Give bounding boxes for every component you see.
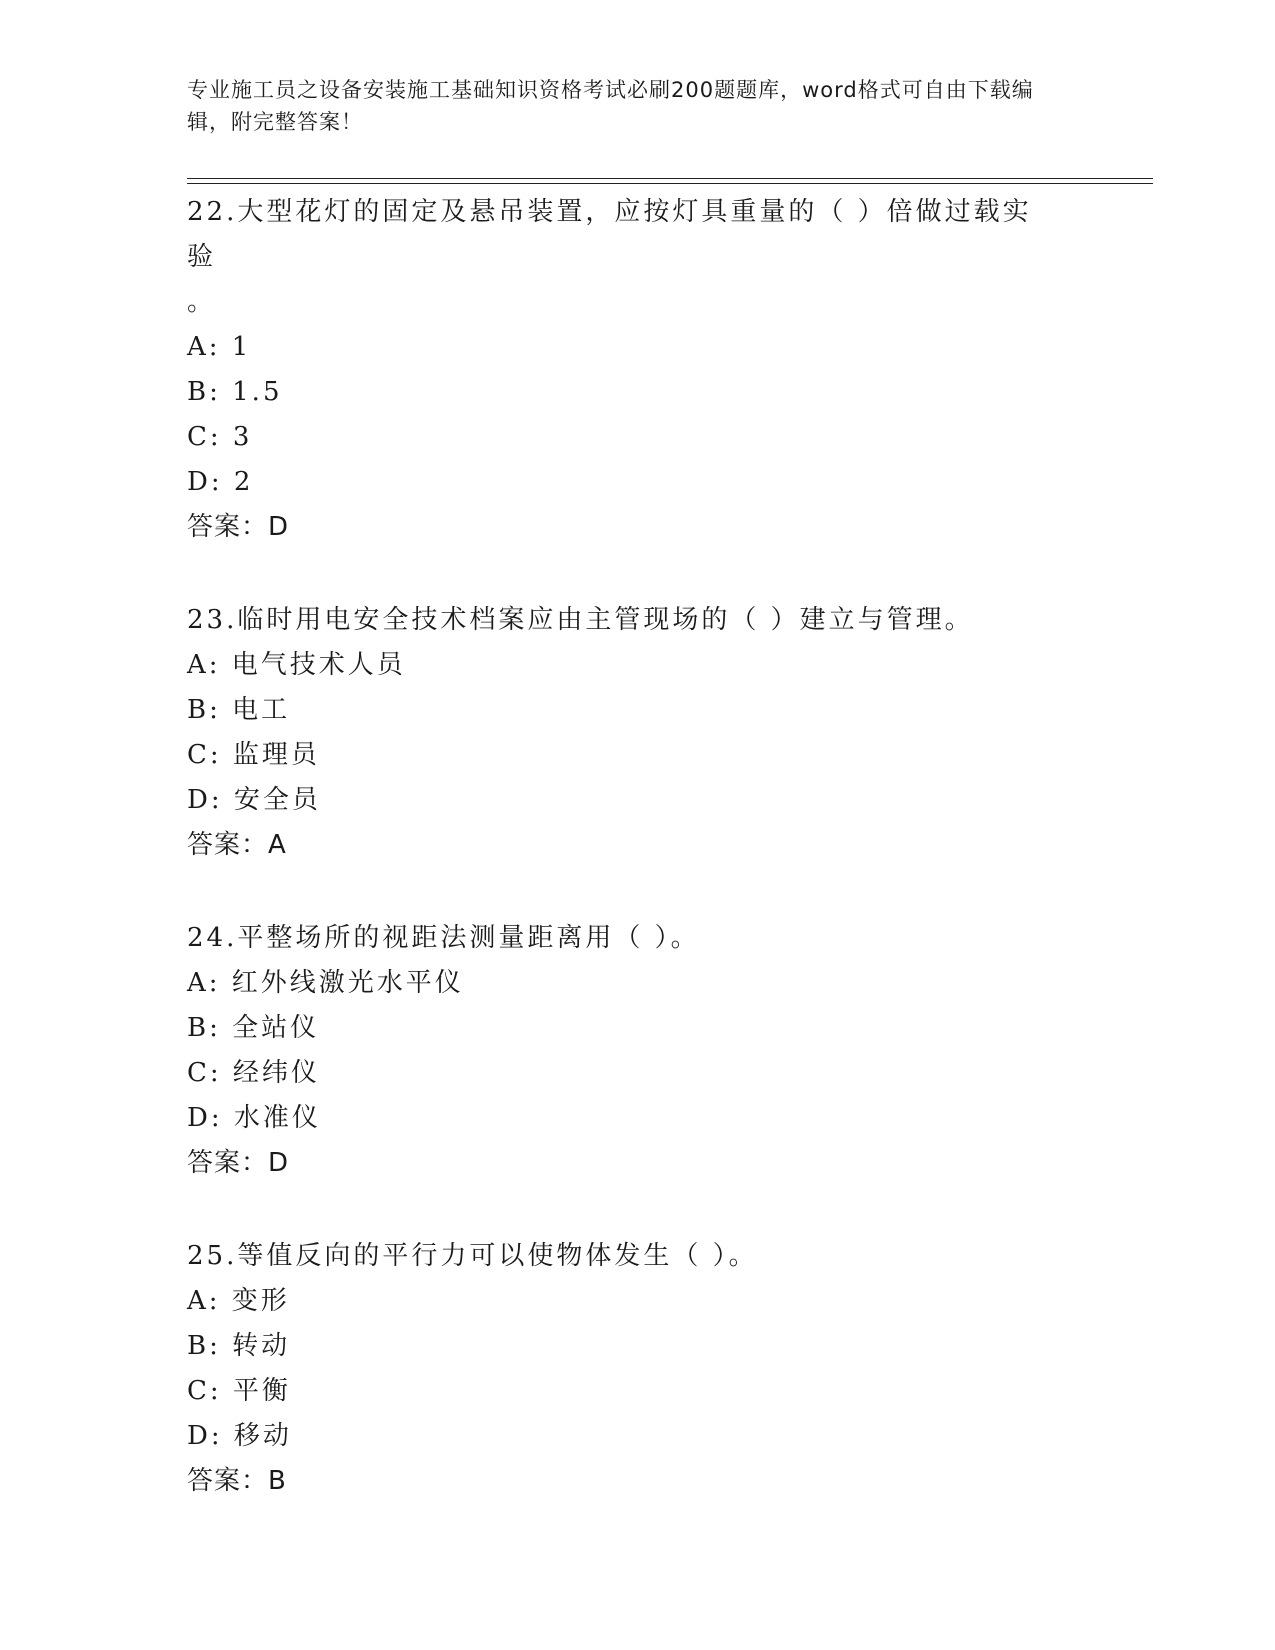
question-22	[187, 190, 1087, 550]
answer-line: 答案：D	[187, 512, 290, 542]
option-d: D: 移动	[187, 1421, 292, 1451]
question-stem: 24.平整场所的视距法测量距离用（ ）。	[187, 923, 700, 953]
option-c: C: 平衡	[187, 1376, 291, 1406]
header-divider-top	[187, 178, 1153, 179]
answer-line: 答案：D	[187, 1148, 290, 1178]
question-stem-text: 22.大型花灯的固定及悬吊装置，应按灯具重量的（ ）倍做过载实验	[187, 197, 1032, 272]
question-stem-continuation: 。	[187, 287, 217, 317]
answer-line: 答案：B	[187, 1466, 287, 1496]
option-d: D: 安全员	[187, 785, 321, 815]
header-divider-bottom	[187, 183, 1153, 184]
question-stem	[187, 190, 1057, 325]
option-b: B: 1.5	[187, 377, 283, 407]
option-d: D: 2	[187, 467, 254, 497]
option-c: C: 3	[187, 422, 253, 452]
option-c: C: 经纬仪	[187, 1058, 320, 1088]
question-stem: 23.临时用电安全技术档案应由主管现场的（ ）建立与管理。	[187, 605, 974, 635]
option-a: A: 电气技术人员	[187, 650, 406, 680]
option-a: A: 1	[187, 332, 252, 362]
document-header: 专业施工员之设备安装施工基础知识资格考试必刷200题题库，word格式可自由下载编辑，附完整答案！	[187, 78, 1034, 134]
option-a: A: 红外线激光水平仪	[187, 968, 464, 998]
option-b: B: 转动	[187, 1331, 291, 1361]
question-stem: 25.等值反向的平行力可以使物体发生（ ）。	[187, 1241, 758, 1271]
question-25	[187, 1234, 1087, 1504]
option-b: B: 电工	[187, 695, 291, 725]
question-24	[187, 916, 1087, 1186]
option-c: C: 监理员	[187, 740, 320, 770]
option-a: A: 变形	[187, 1286, 290, 1316]
question-23	[187, 598, 1087, 868]
option-b: B: 全站仪	[187, 1013, 320, 1043]
option-d: D: 水准仪	[187, 1103, 321, 1133]
answer-line: 答案：A	[187, 830, 287, 860]
question-list	[187, 190, 1087, 1552]
